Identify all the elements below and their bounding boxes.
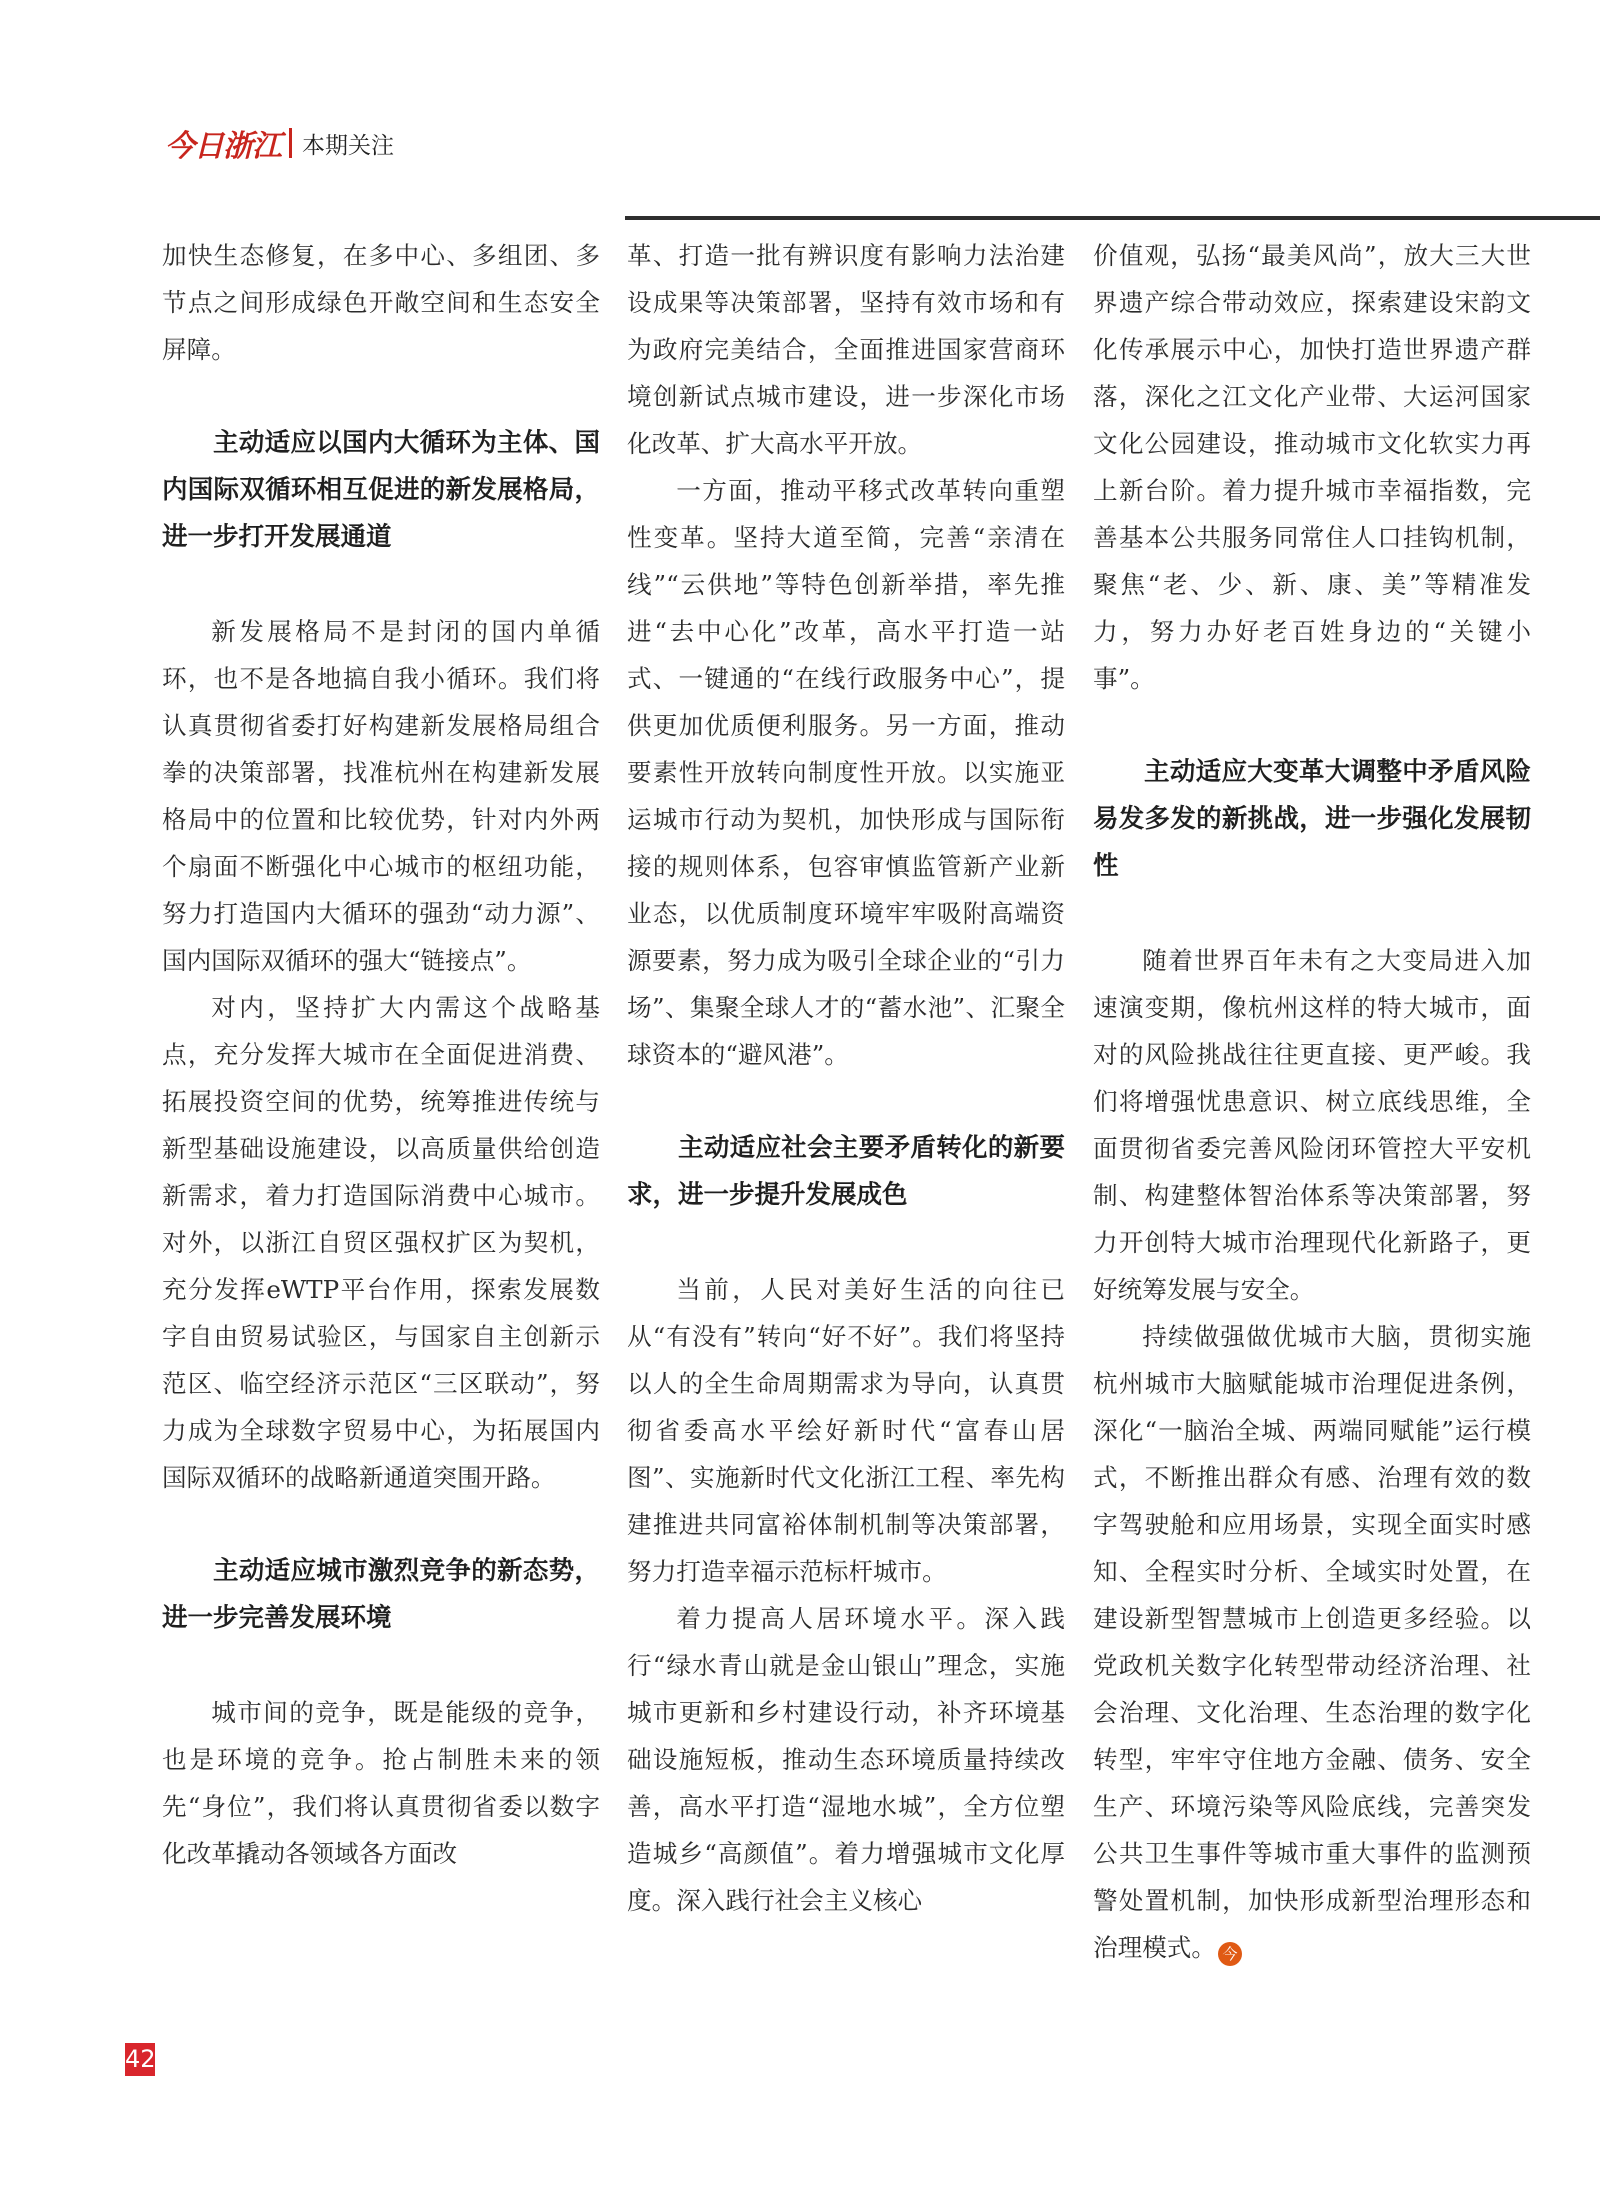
paragraph-text: 对内，坚持扩大内需这个战略基点，充分发挥大城市在全面促进消费、拓展投资空间的优势，统筹推进传统与新型基础设施建设，以高质量供给创造新需求，着力打造国际消费中心城市。对外，以浙江自贸区强权扩区为契机，充分发挥eWTP平台作用，探索发展数字自由贸易试验区，与国家自主创新示范区、临空经济示范区“三区联动”，努力成为全球数字贸易中心，为拓展国内国际双循环的战略新通道突围开路。 xyxy=(162,993,600,1492)
section-heading: 主动适应以国内大循环为主体、国内国际双循环相互促进的新发展格局，进一步打开发展通道 xyxy=(162,428,600,552)
section-spacer xyxy=(162,1501,600,1548)
body-paragraph xyxy=(627,467,1065,1078)
page-header xyxy=(165,118,394,168)
section-spacer xyxy=(162,561,600,608)
section-name: 本期关注 xyxy=(302,132,394,159)
section-spacer xyxy=(1093,890,1531,937)
body-paragraph xyxy=(1093,232,1531,702)
article-column-2 xyxy=(627,232,1065,1924)
section-spacer xyxy=(627,1078,1065,1125)
body-paragraph xyxy=(162,232,600,373)
body-paragraph xyxy=(162,1689,600,1877)
body-paragraph xyxy=(162,984,600,1501)
magazine-logo: 今日浙江 xyxy=(165,129,281,164)
section-spacer xyxy=(1093,702,1531,749)
body-paragraph xyxy=(627,1266,1065,1595)
body-paragraph xyxy=(627,1595,1065,1924)
paragraph-text: 当前，人民对美好生活的向往已从“有没有”转向“好不好”。我们将坚持以人的全生命周期需求为导向，认真贯彻省委高水平绘好新时代“富春山居图”、实施新时代文化浙江工程、率先构建推进共同富裕体制机制等决策部署，努力打造幸福示范标杆城市。 xyxy=(627,1275,1065,1586)
section-heading: 主动适应城市激烈竞争的新态势，进一步完善发展环境 xyxy=(162,1556,600,1633)
paragraph-text: 城市间的竞争，既是能级的竞争，也是环境的竞争。抢占制胜未来的领先“身位”，我们将认真贯彻省委以数字化改革撬动各领域各方面改 xyxy=(162,1698,600,1868)
section-heading: 主动适应大变革大调整中矛盾风险易发多发的新挑战，进一步强化发展韧性 xyxy=(1093,757,1531,881)
top-rule xyxy=(625,216,1600,220)
paragraph-text: 价值观，弘扬“最美风尚”，放大三大世界遗产综合带动效应，探索建设宋韵文化传承展示中心，加快打造世界遗产群落，深化之江文化产业带、大运河国家文化公园建设，推动城市文化软实力再上新台阶。着力提升城市幸福指数，完善基本公共服务同常住人口挂钩机制，聚焦“老、少、新、康、美”等精准发力，努力办好老百姓身边的“关键小事”。 xyxy=(1093,241,1531,693)
header-divider xyxy=(289,128,292,158)
body-paragraph xyxy=(1093,937,1531,1313)
section-heading: 主动适应社会主要矛盾转化的新要求，进一步提升发展成色 xyxy=(627,1133,1065,1210)
body-paragraph xyxy=(1093,1313,1531,1971)
paragraph-text: 一方面，推动平移式改革转向重塑性变革。坚持大道至简，完善“亲清在线”“云供地”等特色创新举措，率先推进“去中心化”改革，高水平打造一站式、一键通的“在线行政服务中心”，提供更加优质便利服务。另一方面，推动要素性开放转向制度性开放。以实施亚运城市行动为契机，加快形成与国际衔接的规则体系，包容审慎监管新产业新业态，以优质制度环境牢牢吸附高端资源要素，努力成为吸引全球企业的“引力场”、集聚全球人才的“蓄水池”、汇聚全球资本的“避风港”。 xyxy=(627,476,1065,1069)
section-spacer xyxy=(627,1219,1065,1266)
section-spacer xyxy=(162,373,600,420)
article-column-1 xyxy=(162,232,600,1877)
article-column-3 xyxy=(1093,232,1531,1971)
body-paragraph xyxy=(162,608,600,984)
paragraph-text: 着力提高人居环境水平。深入践行“绿水青山就是金山银山”理念，实施城市更新和乡村建设行动，补齐环境基础设施短板，推动生态环境质量持续改善，高水平打造“湿地水城”，全方位塑造城乡“高颜值”。着力增强城市文化厚度。深入践行社会主义核心 xyxy=(627,1604,1065,1915)
paragraph-text: 新发展格局不是封闭的国内单循环，也不是各地搞自我小循环。我们将认真贯彻省委打好构建新发展格局组合拳的决策部署，找准杭州在构建新发展格局中的位置和比较优势，针对内外两个扇面不断强化中心城市的枢纽功能，努力打造国内大循环的强劲“动力源”、国内国际双循环的强大“链接点”。 xyxy=(162,617,600,975)
paragraph-text: 持续做强做优城市大脑，贯彻实施杭州城市大脑赋能城市治理促进条例，深化“一脑治全城、两端同赋能”运行模式，不断推出群众有感、治理有效的数字驾驶舱和应用场景，实现全面实时感知、全程实时分析、全域实时处置，在建设新型智慧城市上创造更多经验。以党政机关数字化转型带动经济治理、社会治理、文化治理、生态治理的数字化转型，牢牢守住地方金融、债务、安全生产、环境污染等风险底线，完善突发公共卫生事件等城市重大事件的监测预警处置机制，加快形成新型治理形态和治理模式。 xyxy=(1093,1322,1531,1962)
article-end-icon: 今 xyxy=(1218,1942,1242,1966)
paragraph-text: 加快生态修复，在多中心、多组团、多节点之间形成绿色开敞空间和生态安全屏障。 xyxy=(162,241,600,364)
section-spacer xyxy=(162,1642,600,1689)
paragraph-text: 随着世界百年未有之大变局进入加速演变期，像杭州这样的特大城市，面对的风险挑战往往更直接、更严峻。我们将增强忧患意识、树立底线思维，全面贯彻省委完善风险闭环管控大平安机制、构建整体智治体系等决策部署，努力开创特大城市治理现代化新路子，更好统筹发展与安全。 xyxy=(1093,946,1531,1304)
body-paragraph xyxy=(627,232,1065,467)
paragraph-text: 革、打造一批有辨识度有影响力法治建设成果等决策部署，坚持有效市场和有为政府完美结合，全面推进国家营商环境创新试点城市建设，进一步深化市场化改革、扩大高水平开放。 xyxy=(627,241,1065,458)
page-number: 42 xyxy=(125,2043,155,2076)
